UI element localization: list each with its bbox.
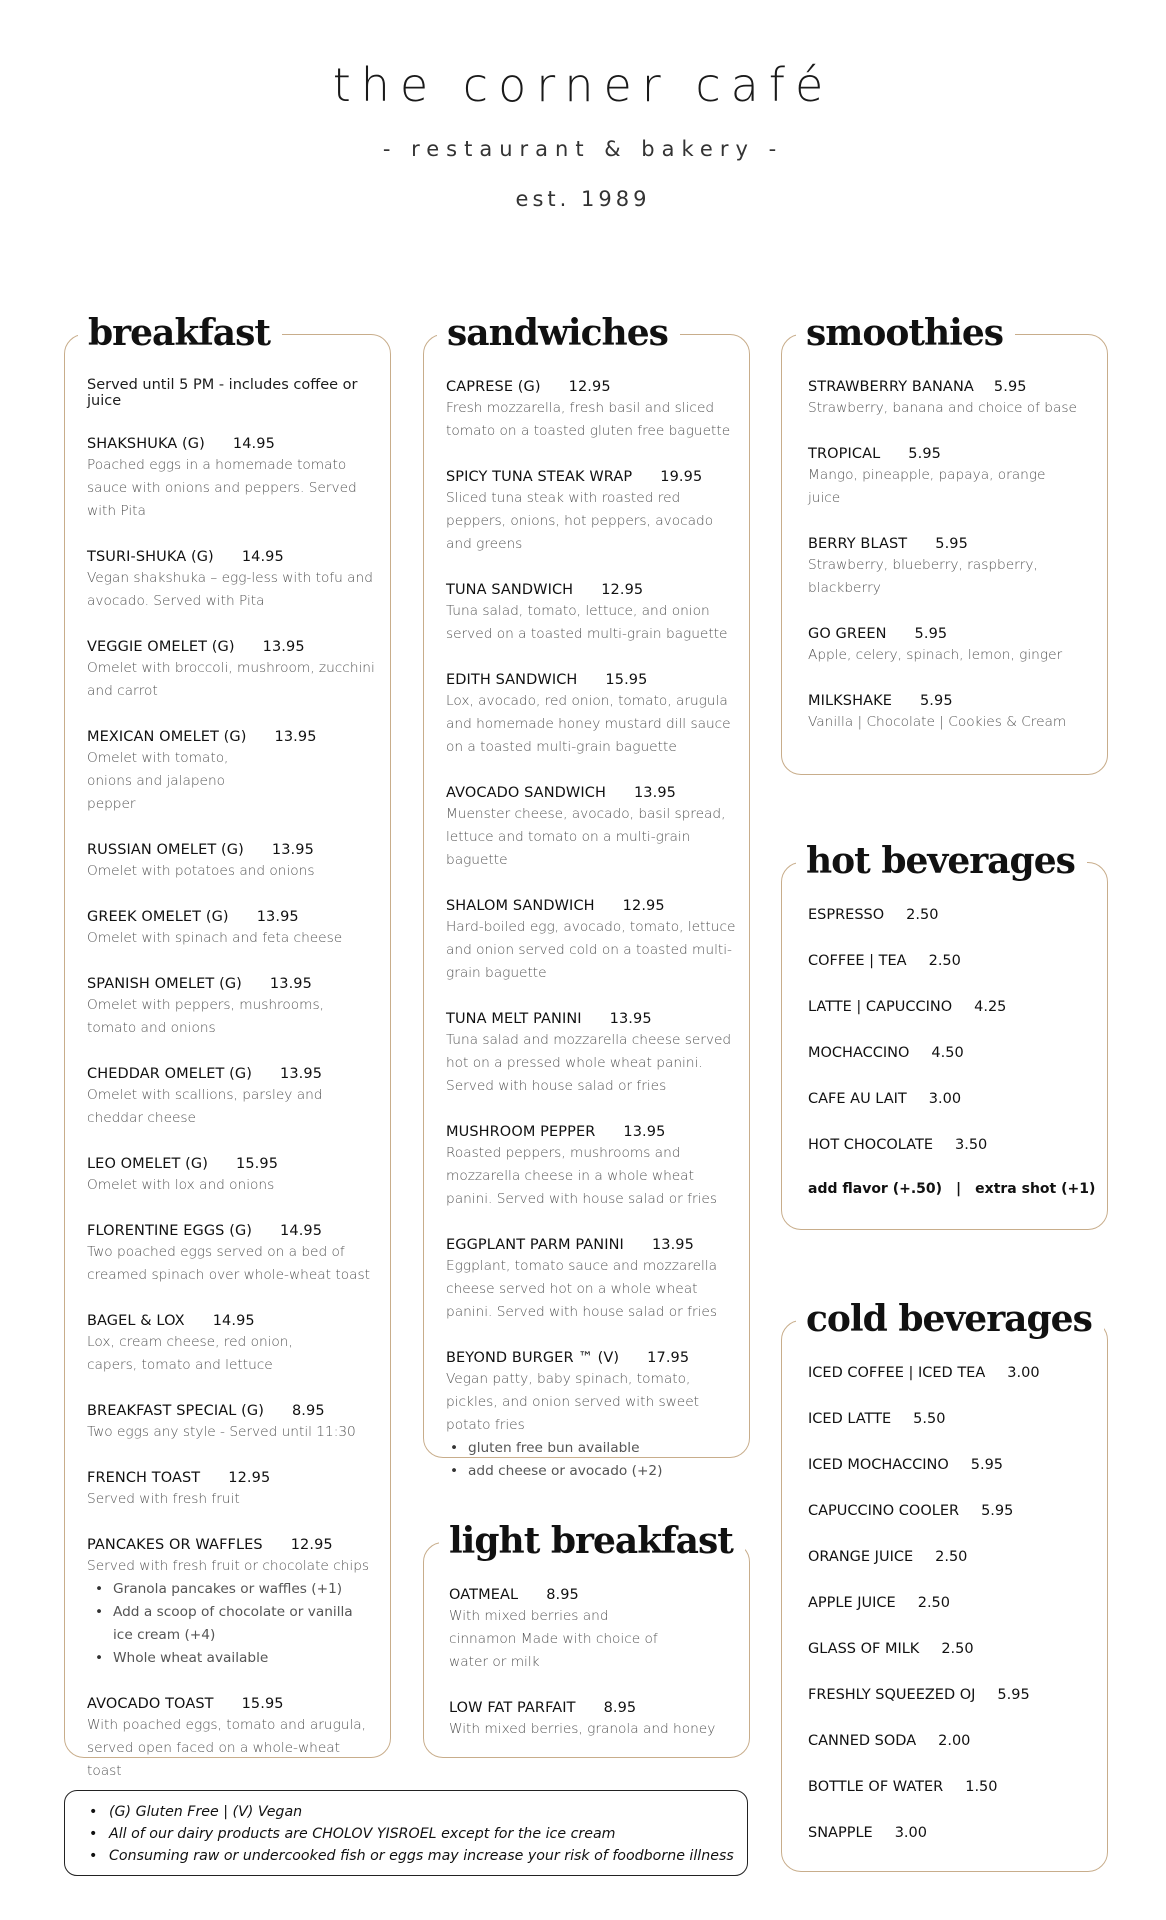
beverage-item	[808, 1409, 1093, 1455]
menu-item	[446, 1235, 739, 1324]
sandwiches-heading: sandwiches	[437, 307, 680, 359]
beverage-item	[808, 997, 1093, 1043]
beverage-item	[808, 1089, 1093, 1135]
item-description: Tuna salad, tomato, lettuce, and onion served on a toasted multi-grain baguette	[446, 603, 728, 642]
item-price: 5.95	[997, 1687, 1030, 1703]
item-name: CHEDDAR OMELET (G)	[87, 1066, 253, 1082]
cold-beverages-section	[781, 1298, 1108, 1872]
item-price: 1.50	[965, 1779, 998, 1795]
item-price: 15.95	[241, 1696, 284, 1712]
menu-item	[87, 547, 376, 613]
note: • Consuming raw or undercooked fish or eggs may increase your risk of foodborne illness	[109, 1845, 747, 1867]
item-name: MUSHROOM PEPPER	[446, 1124, 596, 1140]
option: • gluten free bun available	[468, 1437, 739, 1460]
option: • Granola pancakes or waffles (+1)	[113, 1578, 376, 1601]
item-name: BOTTLE OF WATER	[808, 1779, 944, 1795]
item-name: BEYOND BURGER ™ (V)	[446, 1350, 620, 1366]
item-price: 13.95	[271, 842, 314, 858]
item-name: SHAKSHUKA (G)	[87, 436, 205, 452]
option: • Add a scoop of chocolate or vanilla ice cream (+4)	[113, 1601, 376, 1647]
beverage-item	[808, 1639, 1093, 1685]
item-name: BERRY BLAST	[808, 536, 908, 552]
item-price: 13.95	[609, 1011, 652, 1027]
item-description: Eggplant, tomato sauce and mozzarella cheese served hot on a whole wheat panini. Served with house salad or fries	[446, 1258, 718, 1320]
item-price: 2.50	[917, 1595, 951, 1611]
extras-separator: |	[956, 1181, 962, 1197]
item-description: Strawberry, banana and choice of base	[808, 400, 1077, 416]
item-price: 15.95	[236, 1156, 279, 1172]
item-description: Two poached eggs served on a bed of creamed spinach over whole-wheat toast	[87, 1244, 370, 1283]
item-price: 17.95	[647, 1350, 690, 1366]
item-price: 15.95	[605, 672, 648, 688]
menu-item	[446, 580, 739, 646]
breakfast-intro: Served until 5 PM - includes coffee or juice	[87, 377, 358, 409]
item-price: 13.95	[262, 639, 305, 655]
menu-item	[87, 907, 376, 950]
item-description: Omelet with scallions, parsley and cheddar cheese	[87, 1087, 323, 1126]
cold-beverages-heading: cold beverages	[796, 1293, 1104, 1345]
item-description: Omelet with peppers, mushrooms, tomato and onions	[87, 997, 324, 1036]
item-description: Omelet with broccoli, mushroom, zucchini and carrot	[87, 660, 375, 699]
item-description: Hard-boiled egg, avocado, tomato, lettuce and onion served cold on a toasted multi-grain baguette	[446, 919, 736, 981]
item-name: GLASS OF MILK	[808, 1641, 920, 1657]
item-price: 5.95	[919, 693, 953, 709]
menu-item	[87, 637, 376, 703]
item-name: MOCHACCINO	[808, 1045, 910, 1061]
item-description: With mixed berries, granola and honey	[449, 1721, 716, 1737]
menu-item	[87, 974, 376, 1040]
item-name: PANCAKES OR WAFFLES	[87, 1537, 263, 1553]
item-price: 5.50	[913, 1411, 946, 1427]
hot-beverages-heading: hot beverages	[796, 835, 1087, 887]
menu-item	[808, 444, 1099, 510]
item-name: COFFEE | TEA	[808, 953, 907, 969]
item-name: ESPRESSO	[808, 907, 885, 923]
item-price: 5.95	[970, 1457, 1004, 1473]
item-price: 12.95	[601, 582, 644, 598]
item-name: TSURI-SHUKA (G)	[87, 549, 214, 565]
menu-item	[446, 467, 739, 556]
light-breakfast-section	[423, 1520, 750, 1758]
item-price: 13.95	[651, 1237, 694, 1253]
item-price: 13.95	[256, 909, 299, 925]
beverage-item	[808, 1777, 1093, 1823]
add-flavor: add flavor (+.50)	[808, 1181, 943, 1197]
menu-item	[87, 1064, 376, 1130]
item-description: Vanilla | Chocolate | Cookies & Cream	[808, 714, 1067, 730]
menu-item	[446, 1348, 739, 1483]
item-name: FLORENTINE EGGS (G)	[87, 1223, 253, 1239]
menu-item	[446, 1009, 739, 1098]
item-price: 14.95	[232, 436, 275, 452]
item-name: BAGEL & LOX	[87, 1313, 185, 1329]
item-price: 5.95	[908, 446, 941, 462]
item-price: 2.00	[938, 1733, 971, 1749]
item-name: OATMEAL	[449, 1587, 519, 1603]
beverage-item	[808, 1043, 1093, 1089]
item-name: FRENCH TOAST	[87, 1470, 201, 1486]
option: • add cheese or avocado (+2)	[468, 1460, 739, 1483]
item-description: Tuna salad and mozzarella cheese served hot on a pressed whole wheat panini. Served with house salad or fries	[446, 1032, 732, 1094]
item-name: TROPICAL	[808, 446, 881, 462]
item-description: Strawberry, blueberry, raspberry, blackberry	[808, 557, 1038, 596]
item-description: Muenster cheese, avocado, basil spread, lettuce and tomato on a multi-grain baguette	[446, 806, 726, 868]
item-description: Roasted peppers, mushrooms and mozzarella cheese in a whole wheat panini. Served with house salad or fries	[446, 1145, 717, 1207]
item-name: SPICY TUNA STEAK WRAP	[446, 469, 633, 485]
item-price: 2.50	[928, 953, 961, 969]
beverage-item	[808, 1501, 1093, 1547]
item-description: Fresh mozzarella, fresh basil and sliced tomato on a toasted gluten free baguette	[446, 400, 731, 439]
item-price: 4.25	[974, 999, 1007, 1015]
menu-item	[87, 1221, 376, 1287]
item-description: Lox, avocado, red onion, tomato, arugula and homemade honey mustard dill sauce on a toasted multi-grain baguette	[446, 693, 731, 755]
item-name: FRESHLY SQUEEZED OJ	[808, 1687, 976, 1703]
item-name: HOT CHOCOLATE	[808, 1137, 933, 1153]
item-description: Apple, celery, spinach, lemon, ginger	[808, 647, 1063, 663]
menu-item	[87, 1468, 376, 1511]
item-price: 13.95	[274, 729, 317, 745]
menu-item	[87, 1694, 376, 1783]
sandwiches-section	[423, 312, 750, 1479]
item-name: SHALOM SANDWICH	[446, 898, 595, 914]
item-price: 3.00	[894, 1825, 927, 1841]
menu-item	[87, 434, 376, 523]
item-name: EDITH SANDWICH	[446, 672, 578, 688]
item-price: 3.50	[955, 1137, 988, 1153]
menu-item	[808, 624, 1099, 667]
item-description: Vegan patty, baby spinach, tomato, pickles, and onion served with sweet potato fries	[446, 1371, 700, 1433]
item-description: Omelet with potatoes and onions	[87, 863, 315, 879]
item-description: Poached eggs in a homemade tomato sauce with onions and peppers. Served with Pita	[87, 457, 357, 519]
item-price: 8.95	[603, 1700, 637, 1716]
beverage-item	[808, 905, 1093, 951]
menu-item	[87, 1401, 376, 1444]
item-description: Vegan shakshuka – egg-less with tofu and avocado. Served with Pita	[87, 570, 373, 609]
note: • (G) Gluten Free | (V) Vegan	[109, 1801, 747, 1823]
cafe-established: est. 1989	[515, 187, 651, 211]
menu-item	[449, 1585, 735, 1674]
item-price: 5.95	[935, 536, 968, 552]
item-price: 8.95	[546, 1587, 579, 1603]
menu-item	[87, 1311, 376, 1377]
item-name: TUNA MELT PANINI	[446, 1011, 582, 1027]
menu-item	[808, 377, 1099, 420]
item-price: 14.95	[212, 1313, 255, 1329]
item-price: 2.50	[935, 1549, 968, 1565]
beverage-extras	[808, 1181, 1096, 1197]
item-name: SNAPPLE	[808, 1825, 873, 1841]
item-description: Omelet with spinach and feta cheese	[87, 930, 343, 946]
item-price: 14.95	[241, 549, 284, 565]
item-name: SPANISH OMELET (G)	[87, 976, 242, 992]
menu-item	[808, 534, 1099, 600]
menu-item	[87, 1535, 376, 1670]
item-description: Lox, cream cheese, red onion, capers, tomato and lettuce	[87, 1334, 293, 1373]
item-options	[87, 1578, 376, 1670]
item-description: With poached eggs, tomato and arugula, served open faced on a whole-wheat toast	[87, 1717, 366, 1779]
menu-item	[446, 896, 739, 985]
beverage-item	[808, 1135, 1093, 1181]
item-name: LATTE | CAPUCCINO	[808, 999, 953, 1015]
item-price: 4.50	[931, 1045, 964, 1061]
item-name: MILKSHAKE	[808, 693, 892, 709]
item-price: 13.95	[280, 1066, 323, 1082]
item-name: RUSSIAN OMELET (G)	[87, 842, 244, 858]
item-price: 13.95	[633, 785, 676, 801]
item-price: 8.95	[291, 1403, 325, 1419]
item-name: APPLE JUICE	[808, 1595, 896, 1611]
beverage-item	[808, 1593, 1093, 1639]
beverage-item	[808, 1455, 1093, 1501]
item-name: EGGPLANT PARM PANINI	[446, 1237, 624, 1253]
item-name: CANNED SODA	[808, 1733, 917, 1749]
item-name: CAPRESE (G)	[446, 379, 541, 395]
item-name: CAFE AU LAIT	[808, 1091, 907, 1107]
item-name: GO GREEN	[808, 626, 887, 642]
item-name: LEO OMELET (G)	[87, 1156, 209, 1172]
item-price: 14.95	[280, 1223, 323, 1239]
menu-item	[446, 783, 739, 872]
beverage-item	[808, 1547, 1093, 1593]
item-name: ICED LATTE	[808, 1411, 892, 1427]
menu-item	[87, 727, 376, 816]
hot-beverages-section	[781, 840, 1108, 1230]
beverage-item	[808, 1685, 1093, 1731]
item-price: 13.95	[269, 976, 312, 992]
menu-notes	[64, 1790, 748, 1876]
item-description: Served with fresh fruit	[87, 1491, 240, 1507]
item-price: 3.00	[928, 1091, 962, 1107]
cafe-title: the corner café	[332, 58, 834, 112]
item-price: 12.95	[568, 379, 611, 395]
item-price: 12.95	[622, 898, 665, 914]
smoothies-heading: smoothies	[796, 307, 1015, 359]
item-name: MEXICAN OMELET (G)	[87, 729, 247, 745]
item-price: 5.95	[914, 626, 948, 642]
breakfast-section	[64, 312, 391, 1779]
item-price: 5.95	[993, 379, 1027, 395]
item-price: 19.95	[660, 469, 703, 485]
menu-item	[87, 1154, 376, 1197]
item-description: Served with fresh fruit or chocolate chips	[87, 1558, 370, 1574]
item-description: With mixed berries and cinnamon Made with choice of water or milk	[449, 1608, 658, 1670]
menu-item	[449, 1698, 735, 1741]
cafe-subtitle: - restaurant & bakery -	[382, 137, 784, 161]
light-breakfast-heading: light breakfast	[439, 1515, 745, 1567]
item-price: 13.95	[623, 1124, 666, 1140]
item-name: ICED COFFEE | ICED TEA	[808, 1365, 986, 1381]
item-price: 12.95	[228, 1470, 271, 1486]
item-description: Omelet with tomato, onions and jalapeno pepper	[87, 750, 229, 812]
item-name: ORANGE JUICE	[808, 1549, 914, 1565]
breakfast-heading: breakfast	[78, 307, 282, 359]
item-options	[446, 1437, 739, 1483]
item-price: 2.50	[906, 907, 939, 923]
item-name: AVOCADO SANDWICH	[446, 785, 606, 801]
menu-item	[87, 840, 376, 883]
item-name: CAPUCCINO COOLER	[808, 1503, 960, 1519]
beverage-item	[808, 1363, 1093, 1409]
item-price: 12.95	[290, 1537, 333, 1553]
item-description: Omelet with lox and onions	[87, 1177, 275, 1193]
item-name: BREAKFAST SPECIAL (G)	[87, 1403, 264, 1419]
beverage-item	[808, 951, 1093, 997]
menu-item	[446, 377, 739, 443]
menu-item	[446, 1122, 739, 1211]
smoothies-section	[781, 312, 1108, 775]
extra-shot: extra shot (+1)	[975, 1181, 1096, 1197]
item-name: STRAWBERRY BANANA	[808, 379, 974, 395]
option: • Whole wheat available	[113, 1647, 376, 1670]
menu-item	[446, 670, 739, 759]
item-name: ICED MOCHACCINO	[808, 1457, 949, 1473]
beverage-item	[808, 1731, 1093, 1777]
item-name: TUNA SANDWICH	[446, 582, 574, 598]
item-description: Two eggs any style - Served until 11:30	[87, 1424, 356, 1440]
menu-item	[808, 691, 1099, 734]
note: • All of our dairy products are CHOLOV YISROEL except for the ice cream	[109, 1823, 747, 1845]
item-description: Mango, pineapple, papaya, orange juice	[808, 467, 1046, 506]
item-name: GREEK OMELET (G)	[87, 909, 229, 925]
item-price: 3.00	[1007, 1365, 1040, 1381]
item-name: AVOCADO TOAST	[87, 1696, 214, 1712]
beverage-item	[808, 1823, 1093, 1869]
item-description: Sliced tuna steak with roasted red peppers, onions, hot peppers, avocado and greens	[446, 490, 714, 552]
item-price: 5.95	[981, 1503, 1014, 1519]
item-name: LOW FAT PARFAIT	[449, 1700, 576, 1716]
item-price: 2.50	[941, 1641, 974, 1657]
item-name: VEGGIE OMELET (G)	[87, 639, 235, 655]
